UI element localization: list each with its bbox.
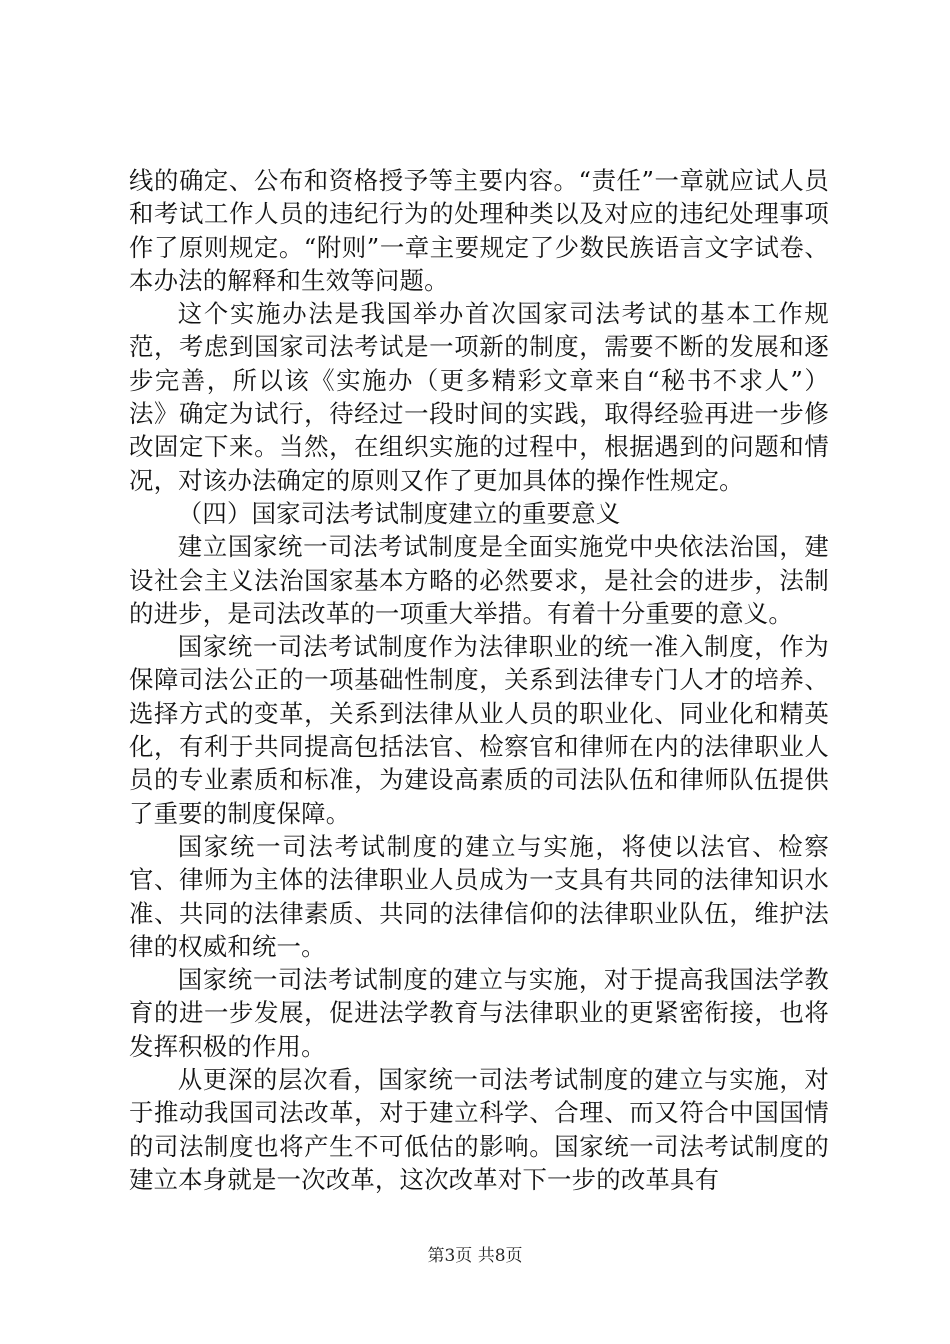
paragraph-judicial-reform: 从更深的层次看，国家统一司法考试制度的建立与实施，对于推动我国司法改革，对于建立科学、合理、而又符合中国国情的司法制度也将产生不可低估的影响。国家统一司法考试制度的建立本身就是一次改革，这次改革对下一步的改革具有 [129, 1065, 829, 1194]
document-body [129, 164, 829, 1196]
section-heading-significance: （四）国家司法考试制度建立的重要意义 [177, 498, 621, 528]
paragraph-professional-team: 国家统一司法考试制度的建立与实施，将使以法官、检察官、律师为主体的法律职业人员成为一支具有共同的法律知识水准、共同的法律素质、共同的法律信仰的法律职业队伍，维护法律的权威和统一。 [129, 831, 829, 961]
paragraph-system-requirement: 建立国家统一司法考试制度是全面实施党中央依法治国，建设社会主义法治国家基本方略的必然要求，是社会的进步，法制的进步，是司法改革的一项重大举措。有着十分重要的意义。 [129, 532, 829, 628]
paragraph-legal-education: 国家统一司法考试制度的建立与实施，对于提高我国法学教育的进一步发展，促进法学教育与法律职业的更紧密衔接，也将发挥积极的作用。 [129, 965, 829, 1061]
paragraph-continuation: 线的确定、公布和资格授予等主要内容。“责任”一章就应试人员和考试工作人员的违纪行为的处理种类以及对应的违纪处理事项作了原则规定。“附则”一章主要规定了少数民族语言文字试卷、本办法的解释和生效等问题。 [129, 166, 829, 295]
paragraph-entry-system: 国家统一司法考试制度作为法律职业的统一准入制度，作为保障司法公正的一项基础性制度，关系到法律专门人才的培养、选择方式的变革，关系到法律从业人员的职业化、同业化和精英化，有利于共同提高包括法官、检察官和律师在内的法律职业人员的专业素质和标准，为建设高素质的司法队伍和律师队伍提供了重要的制度保障。 [129, 632, 829, 828]
page-number-footer: 第3页 共8页 [427, 1246, 523, 1266]
paragraph-implementation-measures: 这个实施办法是我国举办首次国家司法考试的基本工作规范，考虑到国家司法考试是一项新的制度，需要不断的发展和逐步完善，所以该《实施办（更多精彩文章来自“秘书不求人”）法》确定为试行，待经过一段时间的实践，取得经验再进一步修改固定下来。当然，在组织实施的过程中，根据遇到的问题和情况，对该办法确定的原则又作了更加具体的操作性规定。 [129, 299, 829, 495]
